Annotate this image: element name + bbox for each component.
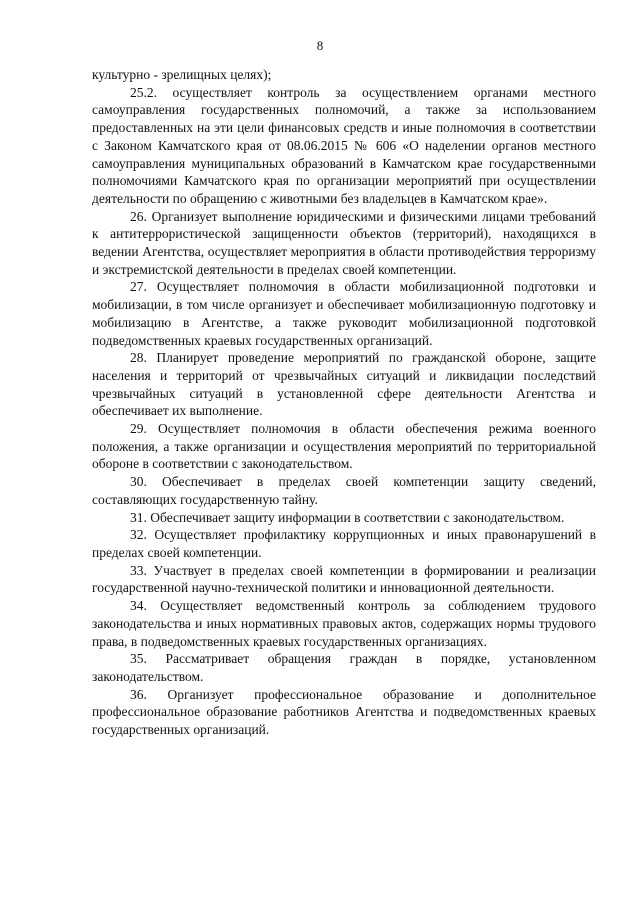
- paragraph-36: 36. Организует профессиональное образование и дополнительное профессиональное образование работников Агентства и подведомственных краевых государственных организаций.: [92, 686, 596, 738]
- paragraph-33: 33. Участвует в пределах своей компетенции в формировании и реализации государственной научно-технической политики и инновационной деятельности.: [92, 562, 596, 596]
- paragraph-29: 29. Осуществляет полномочия в области обеспечения режима военного положения, а также организации и осуществления мероприятий по территориальной обороне в соответствии с законодательством.: [92, 421, 596, 472]
- paragraph-31: 31. Обеспечивает защиту информации в соответствии с законодательством.: [130, 509, 565, 525]
- paragraph-continuation: культурно - зрелищных целях);: [92, 67, 272, 82]
- paragraph-30: 30. Обеспечивает в пределах своей компетенции защиту сведений, составляющих государственную тайну.: [92, 474, 596, 507]
- page-number: 8: [316, 38, 324, 53]
- paragraph-27: 27. Осуществляет полномочия в области мобилизационной подготовки и мобилизации, в том числе организует и обеспечивает мобилизационную подготовку и мобилизацию в Агентстве, а также руководит мобилизационной подготовкой подведомственных краевых государственных организаций.: [92, 279, 596, 348]
- paragraph-25-2: 25.2. осуществляет контроль за осуществлением органами местного самоуправления государственных полномочий, а также за использованием предоставленных на эти цели финансовых средств и иные полномочия в соответствии с Законом Камчатского края от 08.06.2015 № 606 «О наделении органов местного самоуправления муниципальных образований в Камчатском крае государственными полномочиями Камчатского края по организации мероприятий при осуществлении деятельности по обращению с животными без владельцев в Камчатском крае».: [92, 84, 596, 206]
- paragraph-35: 35. Рассматривает обращения граждан в порядке, установленном законодательством.: [92, 651, 596, 684]
- paragraph-34: 34. Осуществляет ведомственный контроль за соблюдением трудового законодательства и иных нормативных правовых актов, содержащих нормы трудового права, в подведомственных краевых государственных организациях.: [92, 598, 596, 649]
- paragraph-26: 26. Организует выполнение юридическими и физическими лицами требований к антитеррористической защищенности объектов (территорий), находящихся в ведении Агентства, осуществляет мероприятия в области противодействия терроризму и экстремистской деятельности в пределах своей компетенции.: [92, 208, 596, 277]
- paragraph-28: 28. Планирует проведение мероприятий по гражданской обороне, защите населения и территорий от чрезвычайных ситуаций и ликвидации последствий чрезвычайных ситуаций в установленной сфере деятельности Агентства и обеспечивает их выполнение.: [92, 350, 596, 419]
- document-body: [92, 66, 596, 739]
- paragraph-32: 32. Осуществляет профилактику коррупционных и иных правонарушений в пределах своей компетенции.: [92, 527, 596, 560]
